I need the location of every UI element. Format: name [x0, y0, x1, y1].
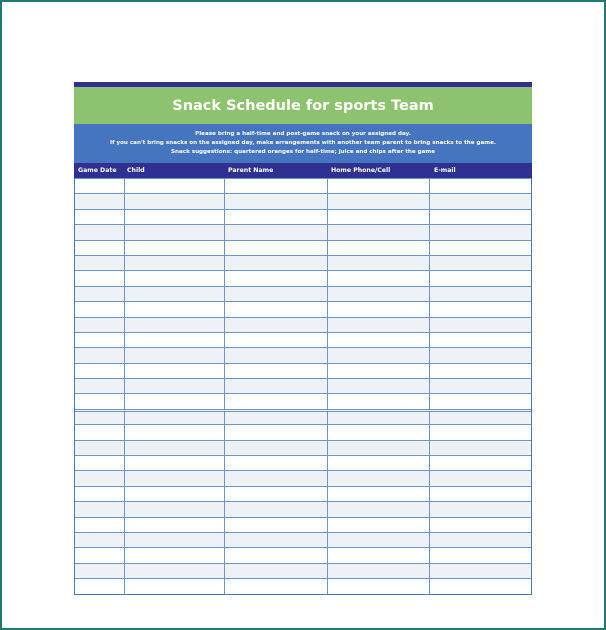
parent-name-cell[interactable]	[224, 179, 327, 193]
table-row	[75, 547, 531, 562]
child-cell[interactable]	[124, 241, 225, 255]
game-date-cell[interactable]	[75, 241, 124, 255]
table-header-row	[74, 163, 532, 178]
game-date-cell[interactable]	[75, 210, 124, 224]
parent-name-cell[interactable]	[224, 425, 327, 439]
column-header-child: Child	[127, 167, 145, 174]
phone-cell[interactable]	[327, 471, 430, 485]
table-row	[75, 270, 531, 285]
game-date-cell[interactable]	[75, 256, 124, 270]
phone-cell[interactable]	[327, 333, 430, 347]
game-date-cell[interactable]	[75, 579, 124, 593]
instructions-band	[74, 124, 532, 163]
email-cell[interactable]	[429, 487, 531, 501]
table-row	[75, 193, 531, 208]
game-date-cell[interactable]	[75, 333, 124, 347]
phone-cell[interactable]	[327, 518, 430, 532]
phone-cell[interactable]	[327, 487, 430, 501]
table-row	[75, 317, 531, 332]
phone-cell[interactable]	[327, 456, 430, 470]
child-cell[interactable]	[124, 318, 225, 332]
parent-name-cell[interactable]	[224, 256, 327, 270]
phone-cell[interactable]	[327, 241, 430, 255]
game-date-cell[interactable]	[75, 379, 124, 393]
phone-cell[interactable]	[327, 194, 430, 208]
title-band	[74, 87, 532, 124]
email-cell[interactable]	[429, 318, 531, 332]
email-cell[interactable]	[429, 425, 531, 439]
parent-name-cell[interactable]	[224, 333, 327, 347]
snack-schedule-sheet	[74, 82, 532, 595]
parent-name-cell[interactable]	[224, 564, 327, 578]
email-cell[interactable]	[429, 456, 531, 470]
game-date-cell[interactable]	[75, 194, 124, 208]
column-header-game-date: Game Date	[78, 167, 117, 174]
table-row	[75, 470, 531, 485]
table-row	[75, 486, 531, 501]
child-cell[interactable]	[124, 487, 225, 501]
phone-cell[interactable]	[327, 502, 430, 516]
phone-cell[interactable]	[327, 179, 430, 193]
child-cell[interactable]	[124, 441, 225, 455]
phone-cell[interactable]	[327, 564, 430, 578]
child-cell[interactable]	[124, 425, 225, 439]
email-cell[interactable]	[429, 471, 531, 485]
parent-name-cell[interactable]	[224, 302, 327, 316]
email-cell[interactable]	[429, 179, 531, 193]
game-date-cell[interactable]	[75, 471, 124, 485]
email-cell[interactable]	[429, 241, 531, 255]
table-row	[75, 393, 531, 408]
game-date-cell[interactable]	[75, 412, 124, 424]
parent-name-cell[interactable]	[224, 348, 327, 362]
phone-cell[interactable]	[327, 287, 430, 301]
email-cell[interactable]	[429, 564, 531, 578]
parent-name-cell[interactable]	[224, 194, 327, 208]
parent-name-cell[interactable]	[224, 518, 327, 532]
phone-cell[interactable]	[327, 318, 430, 332]
table-row	[75, 224, 531, 239]
child-cell[interactable]	[124, 471, 225, 485]
phone-cell[interactable]	[327, 225, 430, 239]
child-cell[interactable]	[124, 564, 225, 578]
parent-name-cell[interactable]	[224, 579, 327, 593]
table-row	[75, 501, 531, 516]
parent-name-cell[interactable]	[224, 225, 327, 239]
child-cell[interactable]	[124, 302, 225, 316]
parent-name-cell[interactable]	[224, 379, 327, 393]
game-date-cell[interactable]	[75, 271, 124, 285]
email-cell[interactable]	[429, 379, 531, 393]
email-cell[interactable]	[429, 441, 531, 455]
phone-cell[interactable]	[327, 579, 430, 593]
phone-cell[interactable]	[327, 364, 430, 378]
email-cell[interactable]	[429, 412, 531, 424]
table-row	[75, 563, 531, 578]
phone-cell[interactable]	[327, 271, 430, 285]
table-row	[75, 440, 531, 455]
child-cell[interactable]	[124, 194, 225, 208]
game-date-cell[interactable]	[75, 302, 124, 316]
child-cell[interactable]	[124, 271, 225, 285]
email-cell[interactable]	[429, 302, 531, 316]
child-cell[interactable]	[124, 379, 225, 393]
parent-name-cell[interactable]	[224, 533, 327, 547]
phone-cell[interactable]	[327, 412, 430, 424]
email-cell[interactable]	[429, 394, 531, 408]
phone-cell[interactable]	[327, 348, 430, 362]
email-cell[interactable]	[429, 210, 531, 224]
instruction-line: Please bring a half-time and post-game snack on your assigned day.	[195, 131, 411, 137]
game-date-cell[interactable]	[75, 518, 124, 532]
table-row	[75, 240, 531, 255]
table-row	[75, 301, 531, 316]
game-date-cell[interactable]	[75, 487, 124, 501]
parent-name-cell[interactable]	[224, 394, 327, 408]
child-cell[interactable]	[124, 210, 225, 224]
phone-cell[interactable]	[327, 210, 430, 224]
child-cell[interactable]	[124, 579, 225, 593]
table-row	[75, 455, 531, 470]
email-cell[interactable]	[429, 194, 531, 208]
column-header-parent-name: Parent Name	[228, 167, 274, 174]
email-cell[interactable]	[429, 256, 531, 270]
game-date-cell[interactable]	[75, 548, 124, 562]
game-date-cell[interactable]	[75, 456, 124, 470]
parent-name-cell[interactable]	[224, 456, 327, 470]
column-header-email: E-mail	[434, 167, 456, 174]
table-row	[75, 286, 531, 301]
phone-cell[interactable]	[327, 441, 430, 455]
phone-cell[interactable]	[327, 256, 430, 270]
page-title: Snack Schedule for sports Team	[172, 97, 434, 114]
child-cell[interactable]	[124, 256, 225, 270]
child-cell[interactable]	[124, 456, 225, 470]
email-cell[interactable]	[429, 225, 531, 239]
email-cell[interactable]	[429, 579, 531, 593]
email-cell[interactable]	[429, 548, 531, 562]
parent-name-cell[interactable]	[224, 471, 327, 485]
child-cell[interactable]	[124, 518, 225, 532]
table-row	[75, 409, 531, 424]
parent-name-cell[interactable]	[224, 210, 327, 224]
parent-name-cell[interactable]	[224, 364, 327, 378]
phone-cell[interactable]	[327, 379, 430, 393]
table-row	[75, 332, 531, 347]
game-date-cell[interactable]	[75, 564, 124, 578]
game-date-cell[interactable]	[75, 364, 124, 378]
game-date-cell[interactable]	[75, 318, 124, 332]
game-date-cell[interactable]	[75, 225, 124, 239]
child-cell[interactable]	[124, 364, 225, 378]
parent-name-cell[interactable]	[224, 487, 327, 501]
parent-name-cell[interactable]	[224, 412, 327, 424]
table-row	[75, 578, 531, 593]
email-cell[interactable]	[429, 518, 531, 532]
parent-name-cell[interactable]	[224, 241, 327, 255]
table-row	[75, 424, 531, 439]
child-cell[interactable]	[124, 179, 225, 193]
email-cell[interactable]	[429, 348, 531, 362]
table-row	[75, 178, 531, 193]
game-date-cell[interactable]	[75, 425, 124, 439]
table-row	[75, 255, 531, 270]
email-cell[interactable]	[429, 533, 531, 547]
child-cell[interactable]	[124, 225, 225, 239]
email-cell[interactable]	[429, 364, 531, 378]
table-row	[75, 209, 531, 224]
phone-cell[interactable]	[327, 548, 430, 562]
parent-name-cell[interactable]	[224, 502, 327, 516]
child-cell[interactable]	[124, 394, 225, 408]
parent-name-cell[interactable]	[224, 548, 327, 562]
game-date-cell[interactable]	[75, 441, 124, 455]
table-row	[75, 532, 531, 547]
child-cell[interactable]	[124, 533, 225, 547]
email-cell[interactable]	[429, 271, 531, 285]
game-date-cell[interactable]	[75, 287, 124, 301]
parent-name-cell[interactable]	[224, 441, 327, 455]
game-date-cell[interactable]	[75, 394, 124, 408]
email-cell[interactable]	[429, 287, 531, 301]
phone-cell[interactable]	[327, 425, 430, 439]
phone-cell[interactable]	[327, 302, 430, 316]
child-cell[interactable]	[124, 287, 225, 301]
phone-cell[interactable]	[327, 394, 430, 408]
parent-name-cell[interactable]	[224, 271, 327, 285]
column-header-phone: Home Phone/Cell	[331, 167, 391, 174]
game-date-cell[interactable]	[75, 533, 124, 547]
parent-name-cell[interactable]	[224, 287, 327, 301]
child-cell[interactable]	[124, 548, 225, 562]
game-date-cell[interactable]	[75, 179, 124, 193]
child-cell[interactable]	[124, 348, 225, 362]
instruction-line: Snack suggestions: quartered oranges for half-time; juice and chips after the game	[170, 149, 436, 155]
table-row	[75, 517, 531, 532]
table-row	[75, 378, 531, 393]
child-cell[interactable]	[124, 412, 225, 424]
game-date-cell[interactable]	[75, 348, 124, 362]
table-row	[75, 363, 531, 378]
email-cell[interactable]	[429, 502, 531, 516]
phone-cell[interactable]	[327, 533, 430, 547]
parent-name-cell[interactable]	[224, 318, 327, 332]
email-cell[interactable]	[429, 333, 531, 347]
instruction-line: If you can't bring snacks on the assigned day, make arrangements with another team parent to bring snacks to the game.	[109, 140, 497, 146]
table-row	[75, 347, 531, 362]
schedule-grid	[74, 178, 532, 595]
child-cell[interactable]	[124, 502, 225, 516]
game-date-cell[interactable]	[75, 502, 124, 516]
child-cell[interactable]	[124, 333, 225, 347]
